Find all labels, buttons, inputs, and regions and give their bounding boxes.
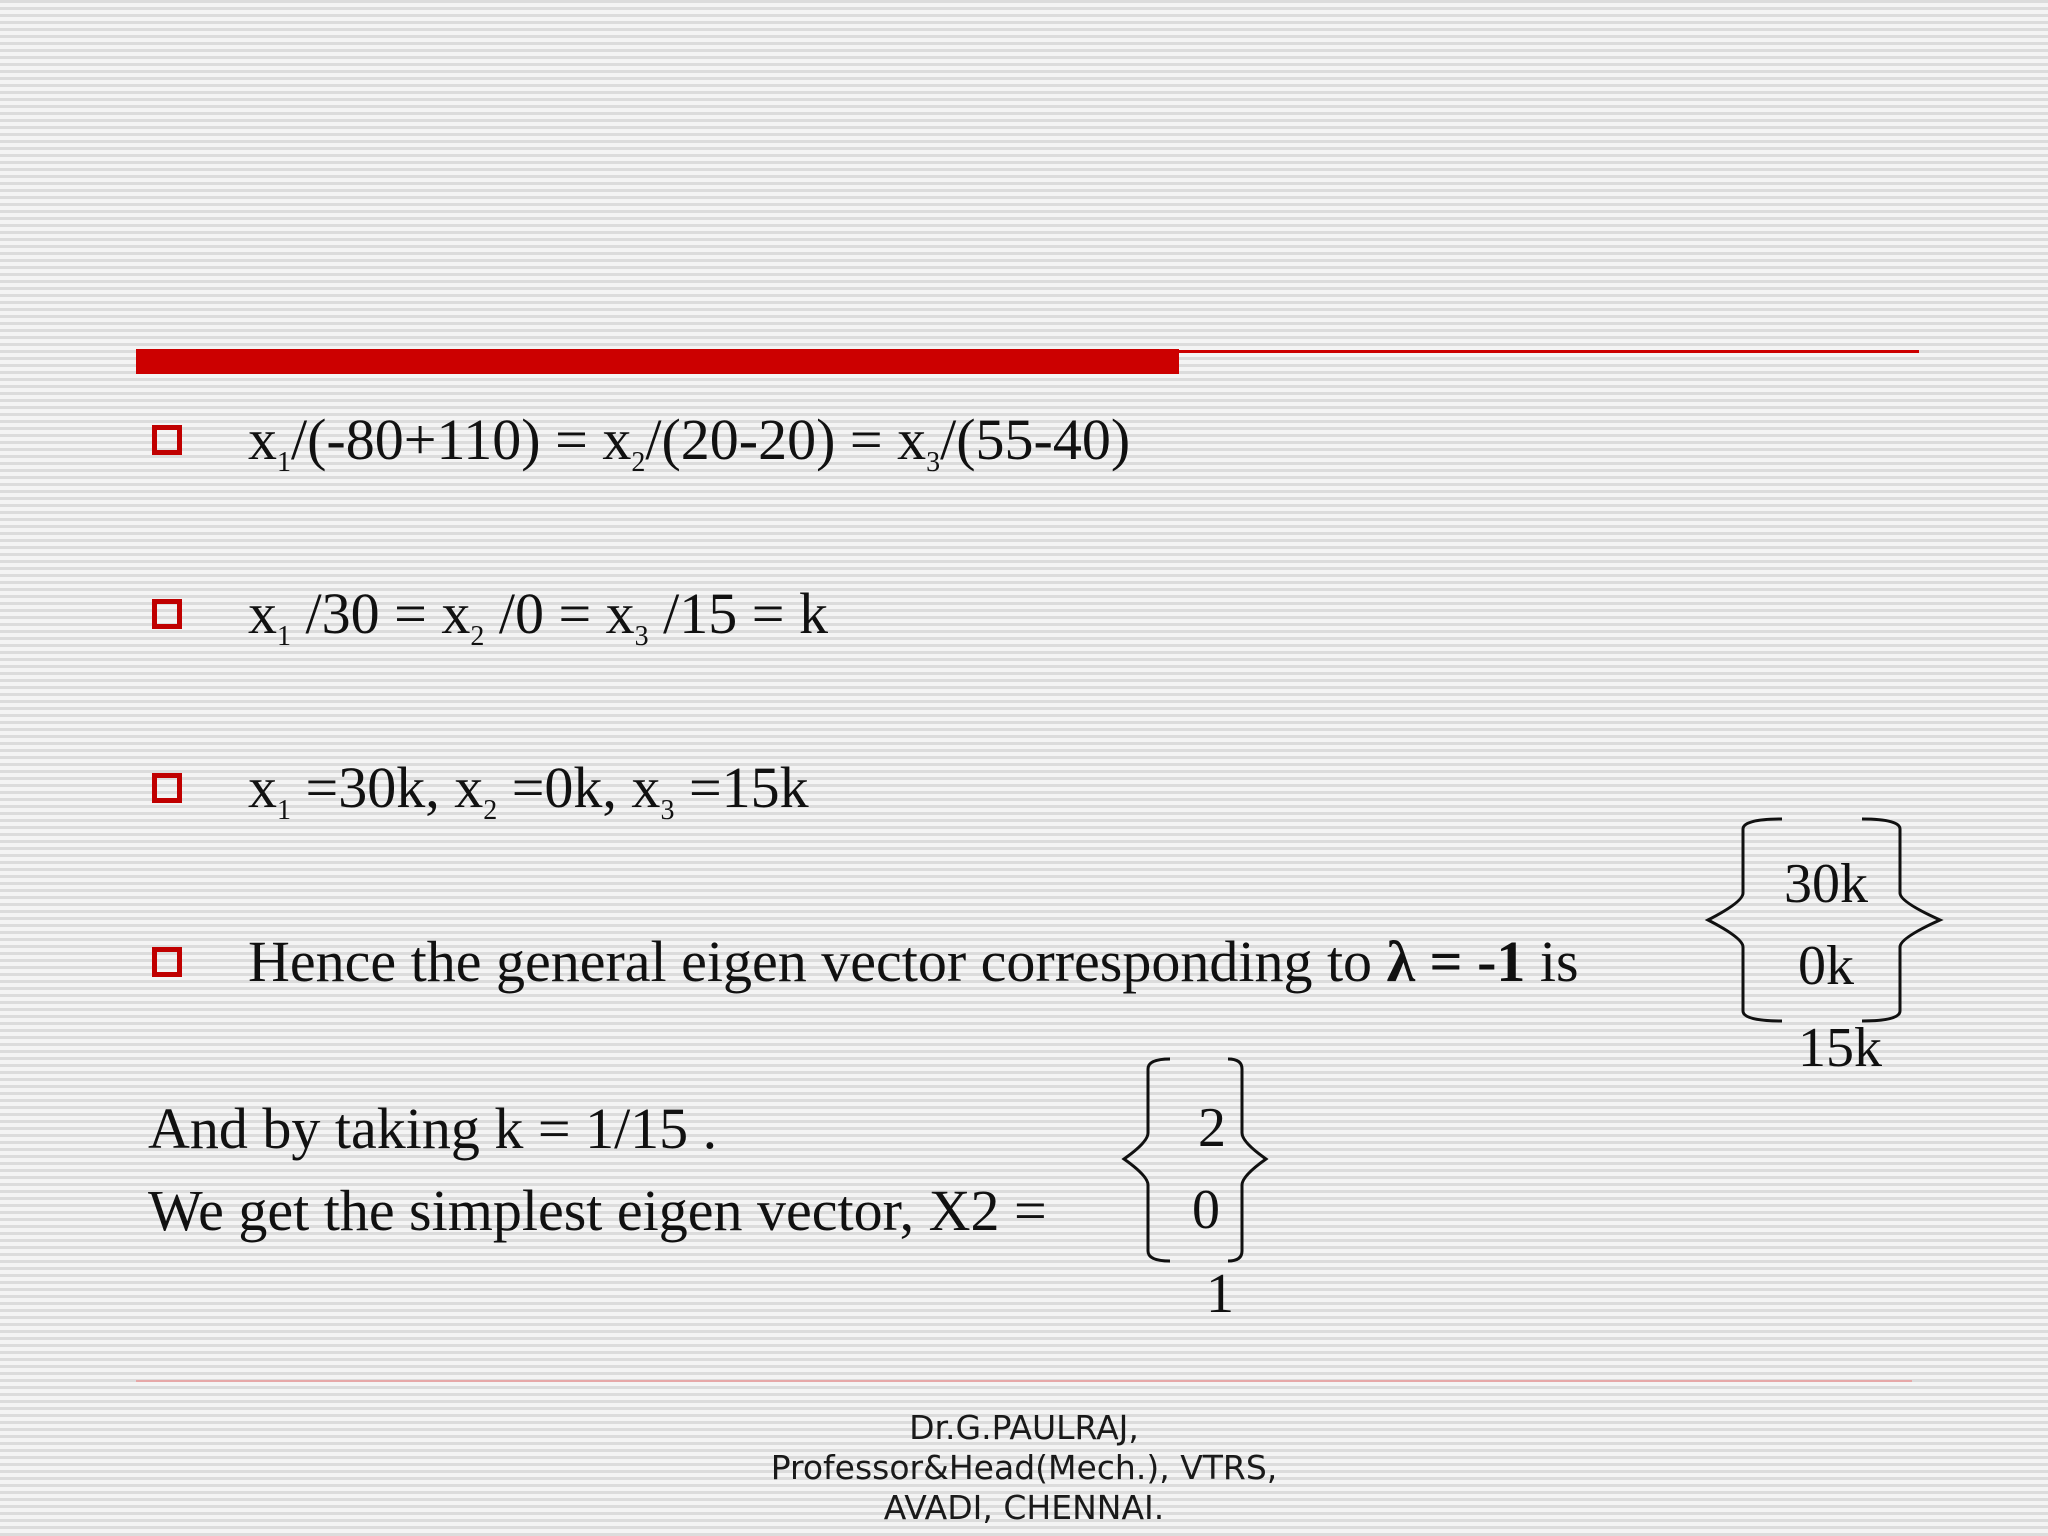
square-bullet-icon <box>152 947 182 977</box>
conclusion-line-1: And by taking k = 1/15 . <box>148 1096 718 1161</box>
square-bullet-icon <box>152 773 182 803</box>
footer-credit <box>724 1408 1324 1528</box>
general-vector-entry-3: 15k <box>1798 1017 1882 1079</box>
bullet-item-1 <box>152 400 1130 480</box>
general-vector-entry-2: 0k <box>1798 935 1854 997</box>
simplest-vector-entry-3: 1 <box>1206 1263 1234 1325</box>
general-eigen-vector-statement: Hence the general eigen vector corresponding to λ = -1 is <box>248 929 1579 994</box>
general-vector-brackets <box>1700 815 1945 1030</box>
square-bullet-icon <box>152 425 182 455</box>
bullet-item-3 <box>152 748 809 828</box>
simplest-vector-entry-1: 2 <box>1198 1097 1226 1159</box>
bullet-item-2 <box>152 574 828 654</box>
general-vector-entry-1: 30k <box>1784 853 1868 915</box>
footer-location: AVADI, CHENNAI. <box>883 1488 1165 1527</box>
footer-designation: Professor&Head(Mech.), VTRS, <box>770 1448 1278 1487</box>
title-accent-line <box>1179 350 1919 353</box>
equation-solution: $x_1 =30k$, $x_2 =0k$, $x_3 =15k$ <box>248 755 809 826</box>
equation-simplified: $x_1$ $/30 = x_2$ $/0 = x_3$ /15 = k <box>248 581 828 652</box>
bullet-item-4 <box>152 922 1579 1002</box>
conclusion-line-2: We get the simplest eigen vector, X2 = <box>148 1178 1047 1243</box>
equation-ratio: $x_1/(-80+110) = x_2/(20-20) = x_3/(55-40)$ <box>248 407 1131 478</box>
footer-divider <box>136 1380 1912 1382</box>
title-accent-bar <box>136 349 1179 374</box>
simplest-vector-entry-2: 0 <box>1192 1179 1220 1241</box>
footer-author: Dr.G.PAULRAJ, <box>909 1408 1139 1447</box>
square-bullet-icon <box>152 599 182 629</box>
